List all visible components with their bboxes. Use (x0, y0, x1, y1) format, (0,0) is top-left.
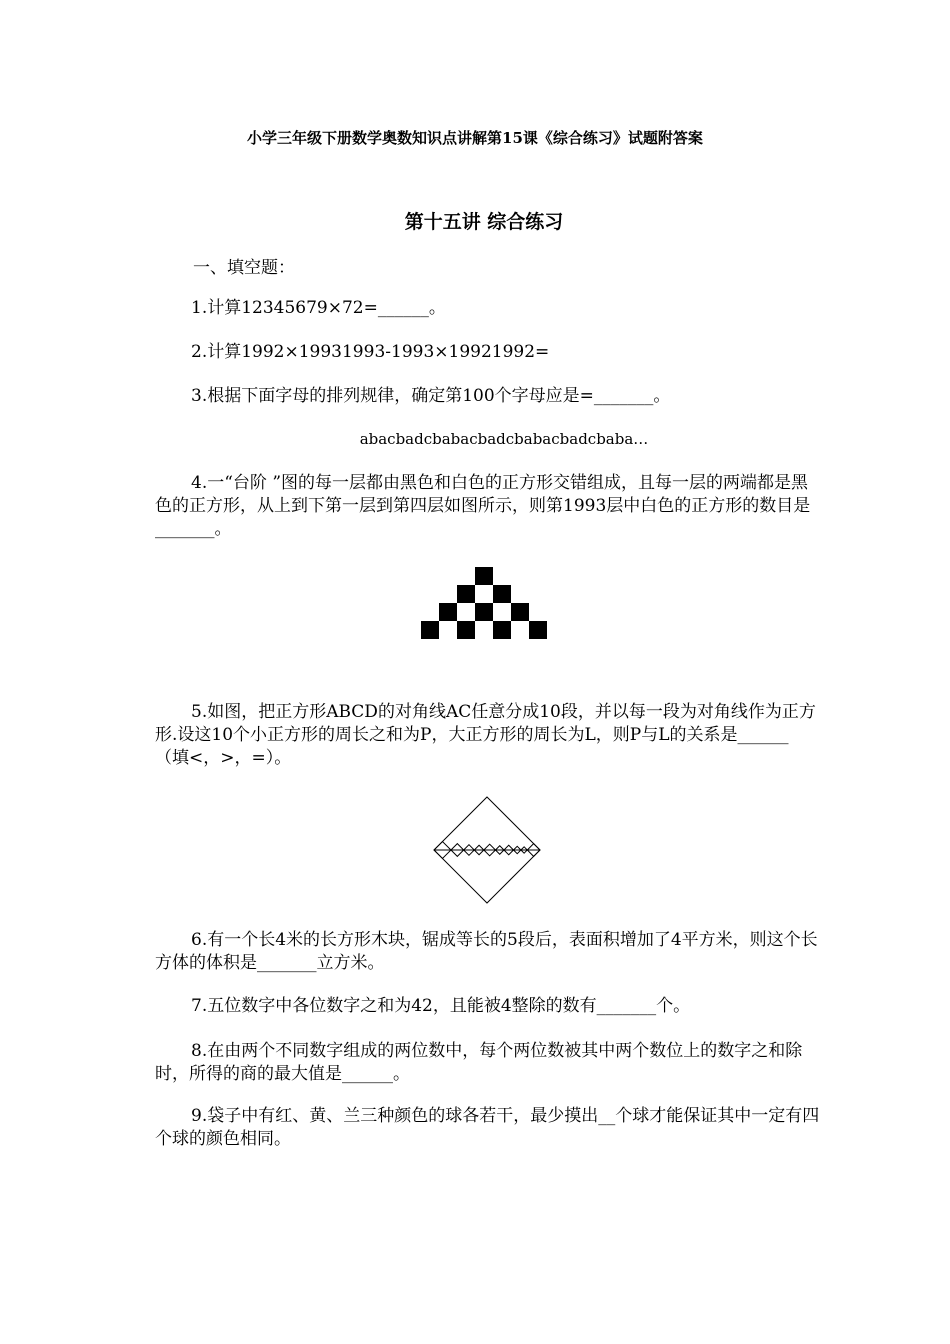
question-8: 8.在由两个不同数字组成的两位数中，每个两位数被其中两个数位上的数字之和除时，所得的商的最大值是______。 (155, 1041, 803, 1084)
stair-square-black (529, 621, 547, 639)
question-2: 2.计算1992×19931993-1993×19921992= (191, 342, 550, 362)
stair-square-white (493, 603, 511, 621)
question-9: 9.袋子中有红、黄、兰三种颜色的球各若干，最少摸出__个球才能保证其中一定有四个球的颜色相同。 (155, 1106, 820, 1149)
stair-square-black (457, 621, 475, 639)
stair-square-black (475, 603, 493, 621)
question-6: 6.有一个长4米的长方形木块，锯成等长的5段后，表面积增加了4平方米，则这个长方体的体积是_______立方米。 (155, 930, 818, 973)
document-title: 小学三年级下册数学奥数知识点讲解第15课《综合练习》试题附答案 (247, 129, 703, 147)
stair-square-black (439, 603, 457, 621)
question-5: 5.如图，把正方形ABCD的对角线AC任意分成10段，并以每一段为对角线作为正方形.设这10个小正方形的周长之和为P，大正方形的周长为L，则P与L的关系是______（填<，>，=）。 (155, 702, 816, 768)
stair-square-white (439, 621, 457, 639)
letter-sequence: abacbadcbabacbadcbabacbadcbaba… (359, 430, 649, 448)
section-heading: 一、填空题： (193, 258, 295, 278)
stair-square-black (457, 585, 475, 603)
question-3: 3.根据下面字母的排列规律，确定第100个字母应是=_______。 (191, 386, 671, 406)
stair-square-white (457, 603, 475, 621)
stair-square-white (475, 621, 493, 639)
stair-square-black (493, 585, 511, 603)
stair-square-black (493, 621, 511, 639)
question-1: 1.计算12345679×72=______。 (191, 298, 446, 318)
question-4: 4.一“台阶 ”图的每一层都由黑色和白色的正方形交错组成，且每一层的两端都是黑色的正方形，从上到下第一层到第四层如图所示，则第1993层中白色的正方形的数目是_______。 (155, 473, 811, 539)
question-7: 7.五位数字中各位数字之和为42，且能被4整除的数有_______个。 (191, 996, 691, 1016)
stair-square-black (475, 567, 493, 585)
square-diagonal-figure (430, 795, 544, 909)
stair-square-white (475, 585, 493, 603)
stair-square-white (511, 621, 529, 639)
lecture-title: 第十五讲 综合练习 (404, 211, 564, 233)
stair-square-black (421, 621, 439, 639)
staircase-figure (421, 566, 551, 642)
stair-square-black (511, 603, 529, 621)
